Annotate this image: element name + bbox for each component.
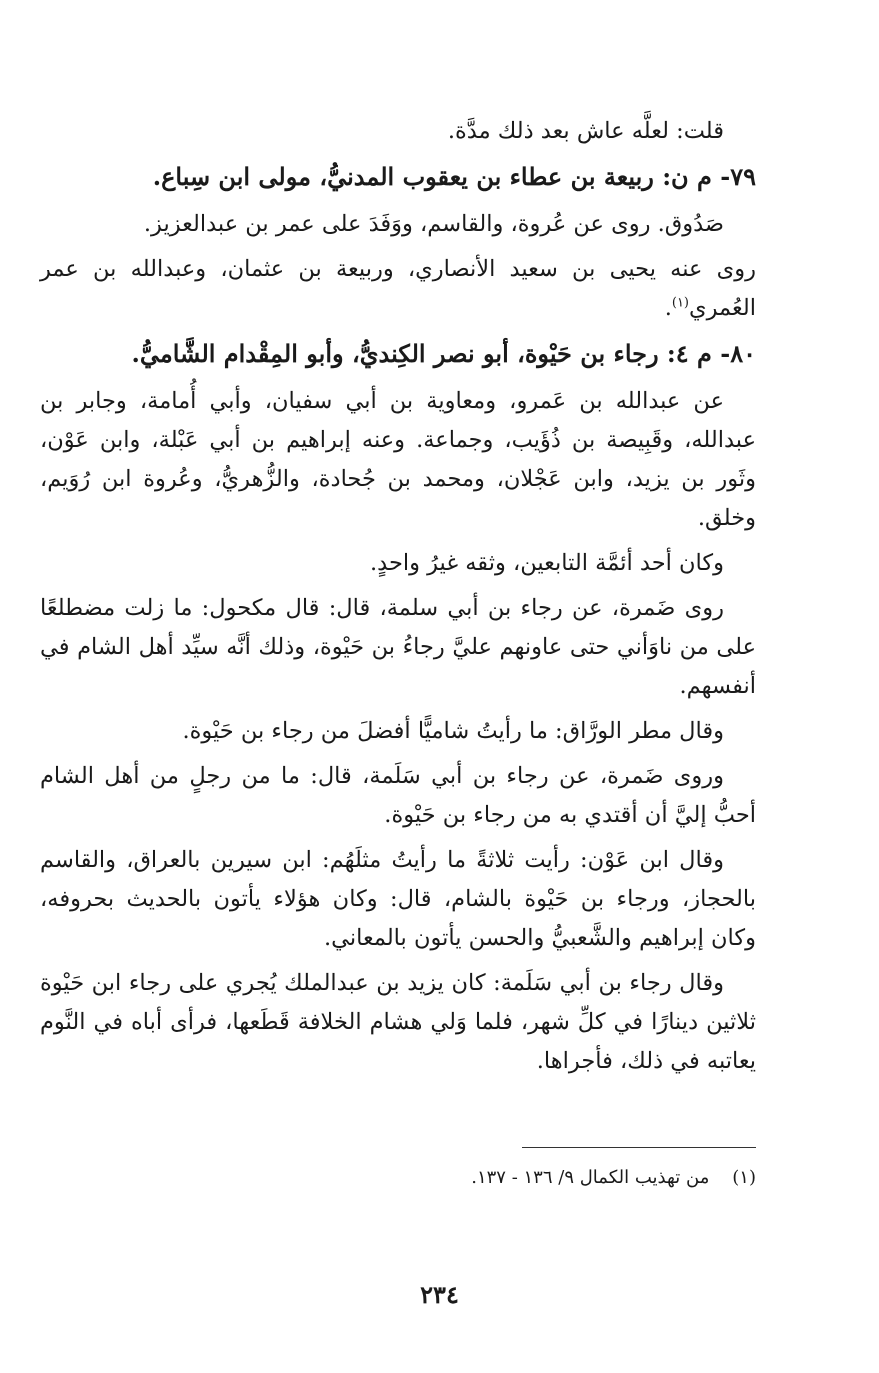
body-paragraph: [40, 964, 756, 1081]
body-paragraph: [40, 382, 756, 538]
body-paragraph: [40, 250, 756, 328]
paragraph-text: ٧٩- م ن: ربيعة بن عطاء بن يعقوب المدنيُّ، مولى ابن سِباع.: [152, 162, 756, 191]
paragraph-text: وقال ابن عَوْن: رأيت ثلاثةً ما رأيتُ مثلَهُم: ابن سيرين بالعراق، والقاسم بالحجاز، ورجاء بن حَيْوة بالشام، قال: وكان هؤلاء يأتون بالحديث بحروفه، وكان إبراهيم والشَّعبيُّ والحسن يأتون بالمعاني.: [40, 847, 756, 951]
paragraph-text: وقال رجاء بن أبي سَلَمة: كان يزيد بن عبدالملك يُجري على رجاء ابن حَيْوة ثلاثين دينارًا في كلِّ شهر، فلما وَلي هشام الخلافة قَطَعها، فرأى أباه في النَّوم يعاتبه في ذلك، فأجراها.: [40, 970, 756, 1074]
body-paragraph: [40, 712, 756, 751]
body-paragraph: [40, 112, 756, 151]
main-text: [40, 112, 756, 1087]
footnote-reference: (١): [671, 295, 689, 311]
entry-heading: [40, 157, 756, 197]
page-number: ٢٣٤: [420, 1280, 459, 1309]
paragraph-text: وقال مطر الورَّاق: ما رأيتُ شاميًّا أفضلَ من رجاء بن حَيْوة.: [182, 718, 724, 744]
footnote-mark: (١): [732, 1167, 756, 1188]
paragraph-text: قلت: لعلَّه عاش بعد ذلك مدَّة.: [447, 118, 724, 144]
footnote: [380, 1163, 756, 1193]
paragraph-text: ٨٠- م ٤: رجاء بن حَيْوة، أبو نصر الكِنديُّ، وأبو المِقْدام الشَّاميُّ.: [131, 339, 756, 368]
body-paragraph: [40, 589, 756, 706]
footnote-divider: [522, 1147, 756, 1148]
paragraph-text: روى ضَمرة، عن رجاء بن أبي سلمة، قال: قال مكحول: ما زلت مضطلعًا على من ناوَأني حتى عاونهم عليَّ رجاءُ بن حَيْوة، وذلك أنَّه سيِّد أهل الشام في أنفسهم.: [40, 595, 756, 699]
paragraph-text: عن عبدالله بن عَمرو، ومعاوية بن أبي سفيان، وأبي أُمامة، وجابر بن عبدالله، وقَبِيصة بن ذُؤَيب، وجماعة. وعنه إبراهيم بن أبي عَبْلة، وابن عَوْن، وثَور بن يزيد، وابن عَجْلان، ومحمد بن جُحادة، والزُّهريُّ، وعُروة ابن رُوَيم، وخلق.: [40, 388, 756, 531]
body-paragraph: [40, 841, 756, 958]
paragraph-text: صَدُوق. روى عن عُروة، والقاسم، ووَفَدَ على عمر بن عبدالعزيز.: [143, 211, 724, 237]
paragraph-text: وروى ضَمرة، عن رجاء بن أبي سَلَمة، قال: ما من رجلٍ من أهل الشام أحبُّ إليَّ أن أقتدي به من رجاء بن حَيْوة.: [40, 763, 756, 828]
paragraph-text: روى عنه يحيى بن سعيد الأنصاري، وربيعة بن عثمان، وعبدالله بن عمر العُمري: [40, 256, 756, 321]
paragraph-text: وكان أحد أئمَّة التابعين، وثقه غيرُ واحدٍ.: [369, 550, 724, 576]
footnote-text: من تهذيب الكمال ٩/ ١٣٦ - ١٣٧.: [471, 1167, 710, 1188]
paragraph-trailing: .: [664, 295, 672, 321]
body-paragraph: [40, 544, 756, 583]
body-paragraph: [40, 757, 756, 835]
body-paragraph: [40, 205, 756, 244]
entry-heading: [40, 334, 756, 374]
